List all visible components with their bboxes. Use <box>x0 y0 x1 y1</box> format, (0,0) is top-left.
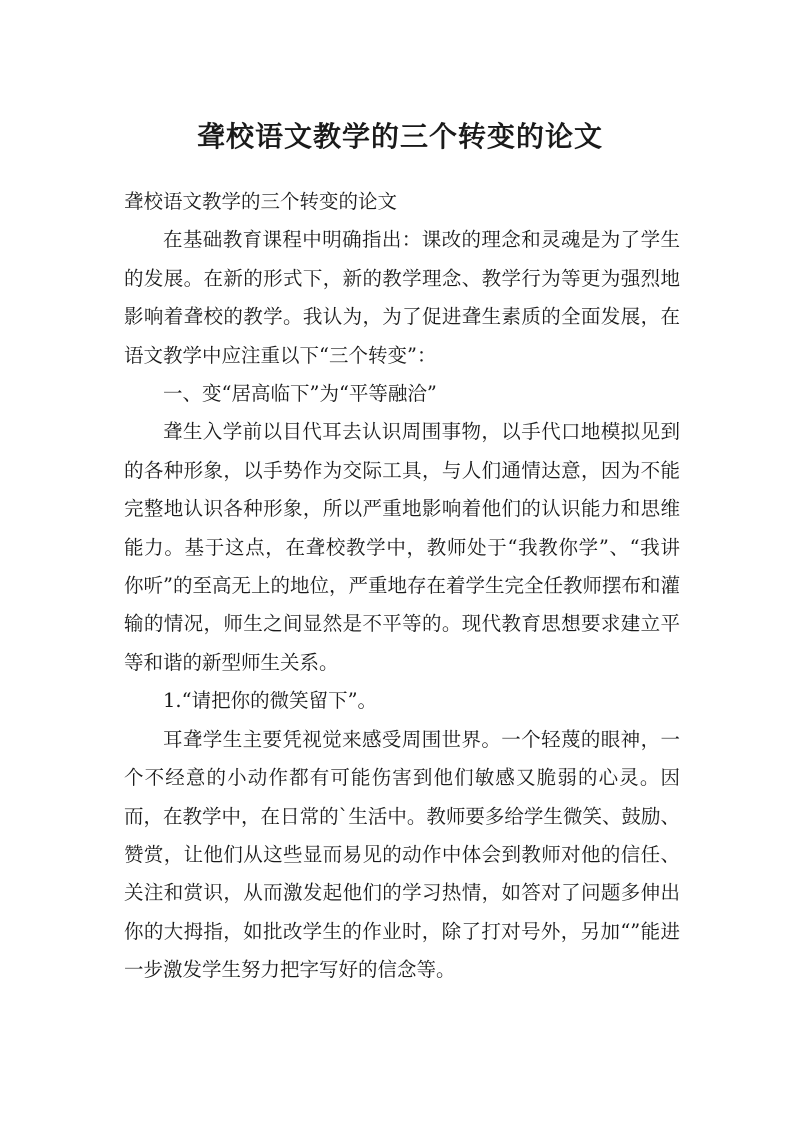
subsection-heading: 1.“请把你的微笑留下”。 <box>163 689 378 713</box>
paragraph-body: 耳聋学生主要凭视觉来感受周围世界。一个轻蔑的眼神，一个不经意的小动作都有可能伤害到他们敏感又脆弱的心灵。因而，在教学中，在日常的`生活中。教师要多给学生微笑、鼓励、赞赏，让他们从这些显而易见的动作中体会到教师对他的信任、关注和赏识，从而激发起他们的学习热情，如答对了问题多伸出你的大拇指，如批改学生的作业时，除了打对号外，另加“”能进一步激发学生努力把字写好的信念等。 <box>124 727 680 982</box>
paragraph-body: 聋生入学前以目代耳去认识周围事物，以手代口地模拟见到的各种形象，以手势作为交际工具，与人们通情达意，因为不能完整地认识各种形象，所以严重地影响着他们的认识能力和思维能力。基于这点，在聋校教学中，教师处于“我教你学”、“我讲你听”的至高无上的地位，严重地存在着学生完全任教师摆布和灌输的情况，师生之间显然是不平等的。现代教育思想要求建立平等和谐的新型师生关系。 <box>124 420 680 674</box>
paragraph-subtitle: 聋校语文教学的三个转变的论文 <box>124 190 398 213</box>
section-heading: 一、变“居高临下”为“平等融洽” <box>163 382 437 406</box>
document-title: 聋校语文教学的三个转变的论文 <box>196 119 603 153</box>
document-body <box>124 183 680 990</box>
paragraph-intro: 在基础教育课程中明确指出：课改的理念和灵魂是为了学生的发展。在新的形式下，新的教学理念、教学行为等更为强烈地影响着聋校的教学。我认为，为了促进聋生素质的全面发展，在语文教学中应注重以下“三个转变”： <box>124 228 680 367</box>
